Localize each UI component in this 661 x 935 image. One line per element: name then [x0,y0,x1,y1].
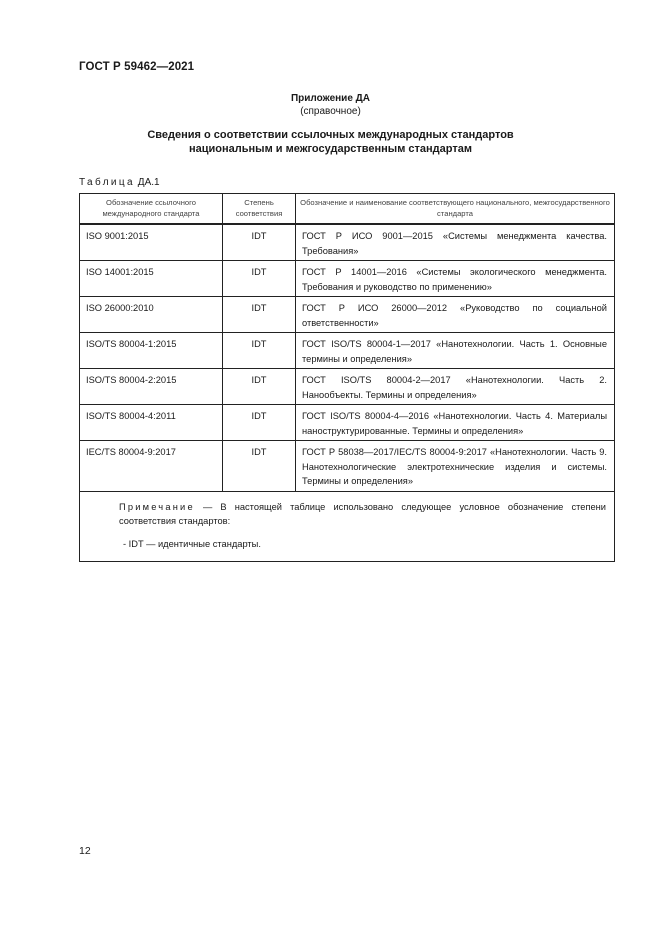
note-label: Примечание [119,501,195,512]
cell-national-standard: ГОСТ Р ИСО 9001—2015 «Системы менеджмента качества. Требования» [296,224,615,261]
appendix-title: Приложение ДА [290,93,371,104]
table-row [80,405,615,441]
table-row [80,297,615,333]
section-title-line-2: национальным и межгосударственным стандартам [189,143,472,155]
cell-intl-standard: IEC/TS 80004-9:2017 [80,441,223,492]
table-row [80,261,615,297]
table-note-row [80,491,615,562]
section-title [0,128,661,156]
table-note [80,491,615,562]
table-row [80,333,615,369]
cell-national-standard: ГОСТ Р 58038—2017/IEC/TS 80004-9:2017 «Нанотехнологии. Часть 9. Нанотехнологические электротехнические изделия и системы. Термины и определения» [296,441,615,492]
cell-intl-standard: ISO 9001:2015 [80,224,223,261]
cell-intl-standard: ISO/TS 80004-1:2015 [80,333,223,369]
cell-degree: IDT [223,224,296,261]
cell-intl-standard: ISO 14001:2015 [80,261,223,297]
cell-degree: IDT [223,333,296,369]
table-caption-word: Таблица [79,177,136,188]
header-intl-standard: Обозначение ссылочного международного стандарта [80,194,223,225]
note-bullet: - IDT — идентичные стандарты. [123,538,261,549]
note-text: — В настоящей таблице использовано следующее условное обозначение степени соответствия стандартов: [119,501,606,526]
cell-national-standard: ГОСТ ISO/TS 80004-4—2016 «Нанотехнологии. Часть 4. Материалы наноструктурированные. Термины и определения» [296,405,615,441]
header-national-standard: Обозначение и наименование соответствующего национального, межгосударственного стандарта [296,194,615,225]
cell-intl-standard: ISO/TS 80004-2:2015 [80,369,223,405]
table-caption [79,177,160,188]
table-row [80,441,615,492]
appendix-subtitle: (справочное) [300,106,361,117]
table-caption-number: ДА.1 [137,177,160,188]
cell-national-standard: ГОСТ Р ИСО 26000—2012 «Руководство по социальной ответственности» [296,297,615,333]
section-title-line-1: Сведения о соответствии ссылочных международных стандартов [147,129,514,141]
cell-national-standard: ГОСТ ISO/TS 80004-2—2017 «Нанотехнологии. Часть 2. Нанообъекты. Термины и определения» [296,369,615,405]
cell-intl-standard: ISO/TS 80004-4:2011 [80,405,223,441]
table-row [80,369,615,405]
cell-national-standard: ГОСТ ISO/TS 80004-1—2017 «Нанотехнологии. Часть 1. Основные термины и определения» [296,333,615,369]
document-code: ГОСТ Р 59462—2021 [79,61,195,73]
note-paragraph [90,500,606,529]
standards-table [79,193,615,562]
cell-degree: IDT [223,405,296,441]
cell-national-standard: ГОСТ Р 14001—2016 «Системы экологического менеджмента. Требования и руководство по применению» [296,261,615,297]
cell-degree: IDT [223,261,296,297]
table-row [80,224,615,261]
cell-degree: IDT [223,297,296,333]
header-degree: Степень соответствия [223,194,296,225]
table-header-row [80,194,615,225]
appendix-heading [0,92,661,118]
page-number: 12 [79,845,91,857]
cell-intl-standard: ISO 26000:2010 [80,297,223,333]
cell-degree: IDT [223,441,296,492]
cell-degree: IDT [223,369,296,405]
